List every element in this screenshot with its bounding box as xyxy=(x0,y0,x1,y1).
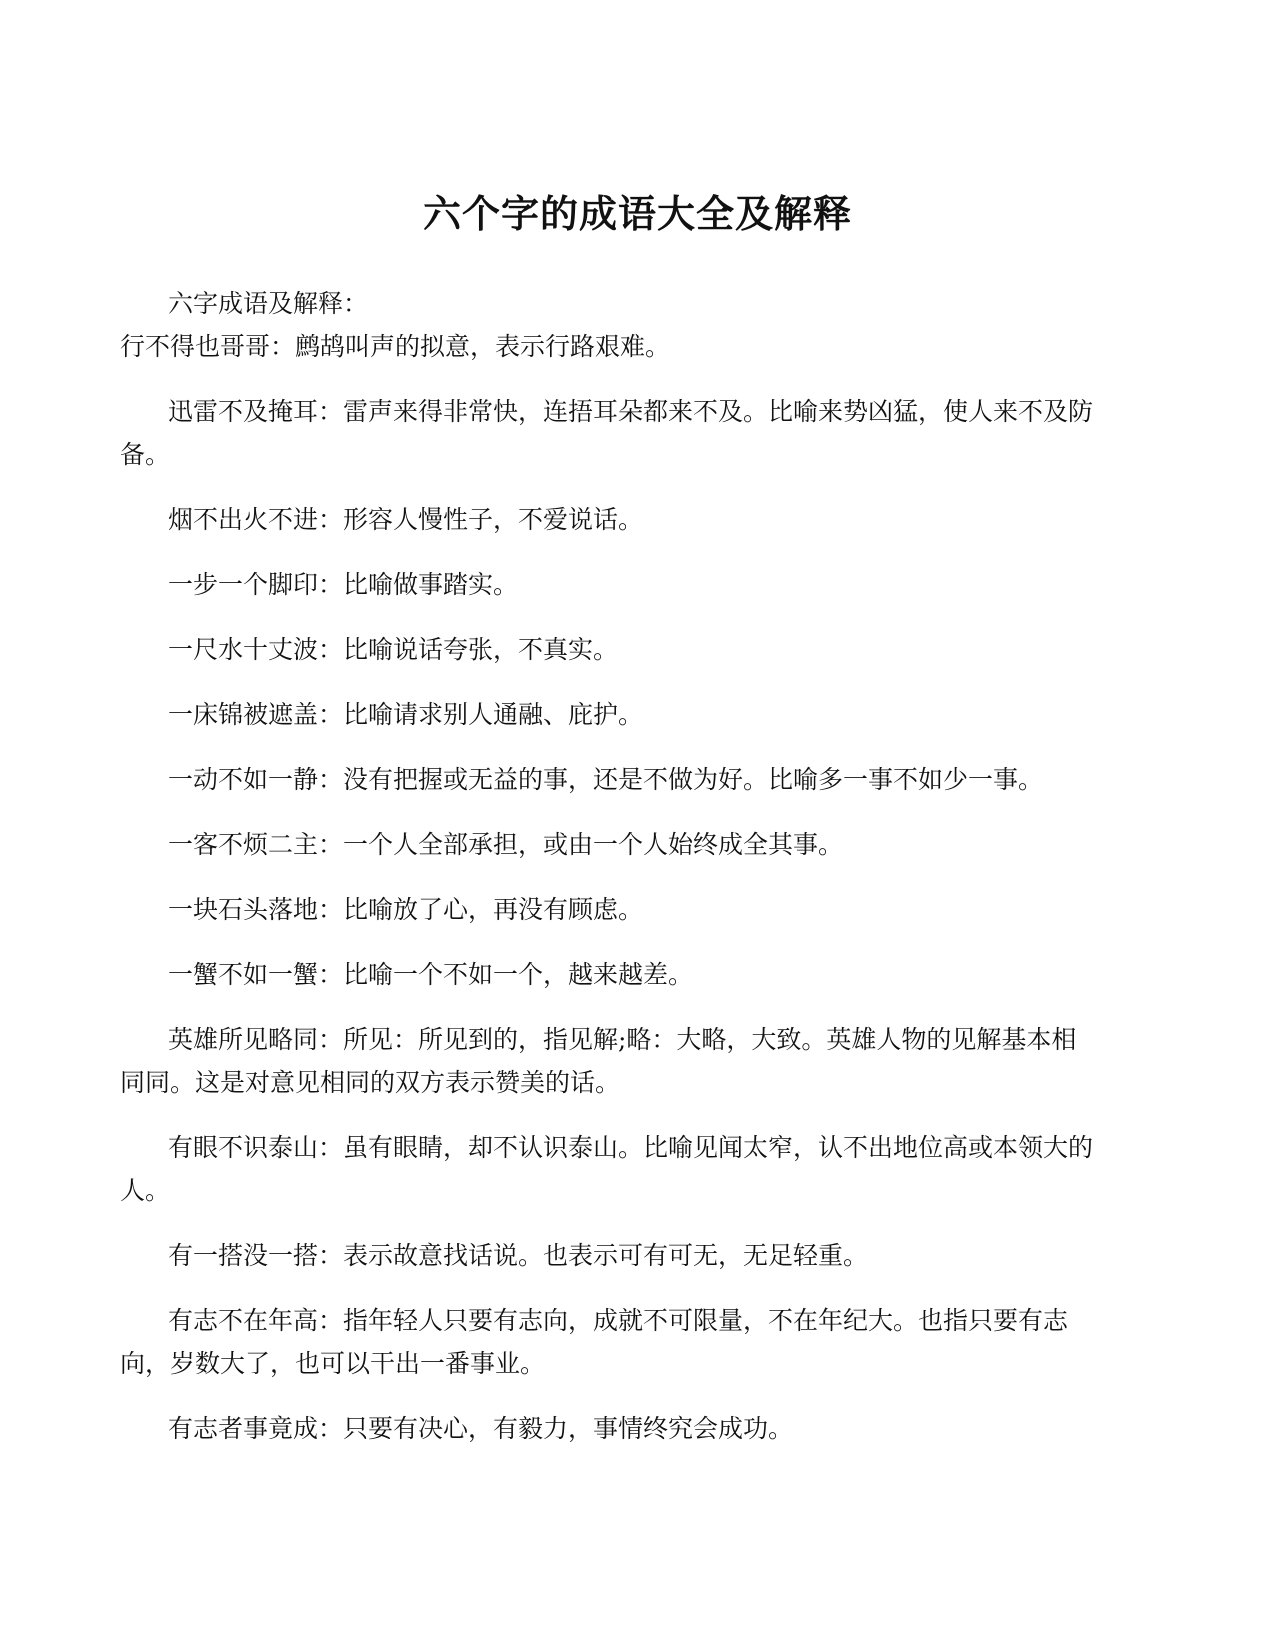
idiom-entry: 一客不烦二主：一个人全部承担，或由一个人始终成全其事。 xyxy=(168,830,844,859)
idiom-entry: 一床锦被遮盖：比喻请求别人通融、庇护。 xyxy=(168,700,644,729)
idiom-entry: 行不得也哥哥：鹧鸪叫声的拟意，表示行路艰难。 xyxy=(120,332,671,361)
idiom-entry: 有眼不识泰山：虽有眼睛，却不认识泰山。比喻见闻太窄，认不出地位高或本领大的人。 xyxy=(120,1133,1094,1205)
intro-line: 六字成语及解释： xyxy=(168,289,369,318)
idiom-entry: 烟不出火不进：形容人慢性子，不爱说话。 xyxy=(168,505,644,534)
idiom-entry: 迅雷不及掩耳：雷声来得非常快，连捂耳朵都来不及。比喻来势凶猛，使人来不及防备。 xyxy=(120,397,1094,469)
idiom-entry: 有一搭没一搭：表示故意找话说。也表示可有可无，无足轻重。 xyxy=(168,1241,869,1270)
idiom-entry: 一动不如一静：没有把握或无益的事，还是不做为好。比喻多一事不如少一事。 xyxy=(168,765,1044,794)
idiom-entry: 有志者事竟成：只要有决心，有毅力，事情终究会成功。 xyxy=(168,1414,794,1443)
idiom-entry: 一蟹不如一蟹：比喻一个不如一个，越来越差。 xyxy=(168,960,694,989)
idiom-entry: 一步一个脚印：比喻做事踏实。 xyxy=(168,570,519,599)
document-title: 六个字的成语大全及解释 xyxy=(422,191,852,236)
document-body xyxy=(120,282,1100,1450)
idiom-entry: 英雄所见略同：所见：所见到的，指见解;略：大略，大致。英雄人物的见解基本相同同。这是对意见相同的双方表示赞美的话。 xyxy=(120,1025,1077,1097)
idiom-entry: 有志不在年高：指年轻人只要有志向，成就不可限量，不在年纪大。也指只要有志向，岁数大了，也可以干出一番事业。 xyxy=(120,1306,1069,1378)
idiom-entry: 一块石头落地：比喻放了心，再没有顾虑。 xyxy=(168,895,644,924)
idiom-entry: 一尺水十丈波：比喻说话夸张，不真实。 xyxy=(168,635,619,664)
